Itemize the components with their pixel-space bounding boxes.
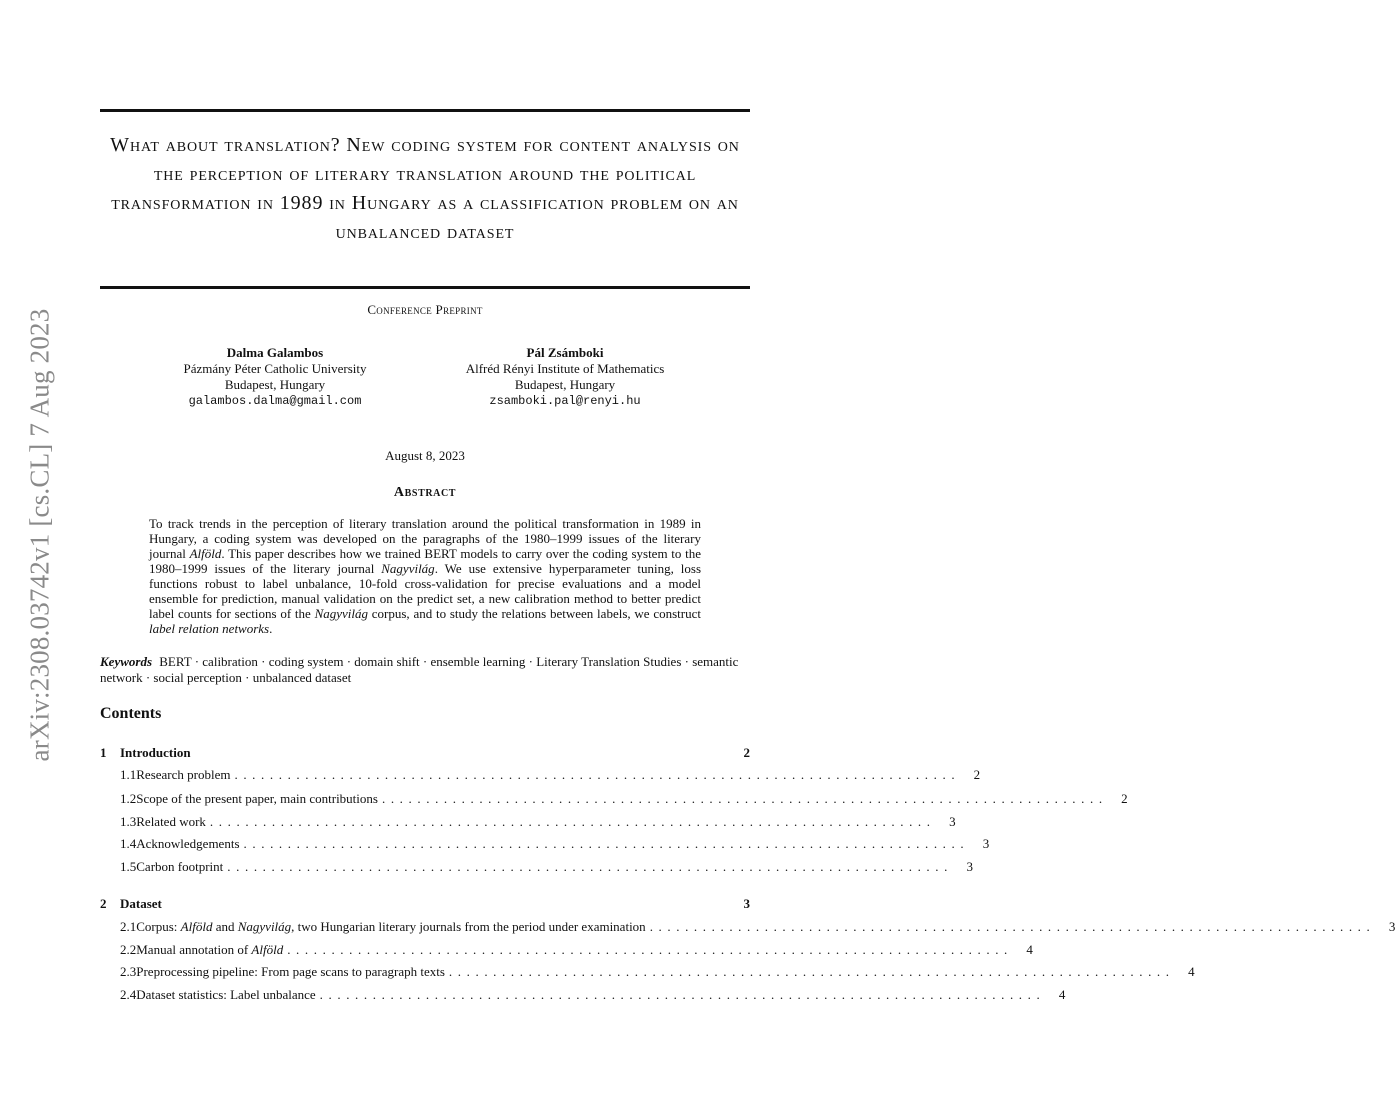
toc-number: 1.4 bbox=[120, 836, 137, 851]
toc-title: Introduction bbox=[120, 745, 191, 760]
journal-name-nagyvilag: Nagyvilág bbox=[314, 606, 368, 621]
author-block-2 bbox=[455, 345, 675, 409]
toc-subsection-2-3[interactable] bbox=[100, 963, 1195, 981]
toc-title-part: Corpus: bbox=[136, 919, 181, 934]
toc-leader-dots: .................................................................................. bbox=[319, 987, 1046, 1002]
toc-page-number: 4 bbox=[1058, 987, 1066, 1002]
journal-name-alfold: Alföld bbox=[180, 919, 213, 934]
toc-number: 2 bbox=[100, 896, 107, 911]
journal-name-nagyvilag: Nagyvilág bbox=[381, 561, 435, 576]
toc-number: 1 bbox=[100, 745, 107, 760]
toc-page-number: 3 bbox=[966, 859, 973, 874]
toc-number: 1.2 bbox=[120, 791, 137, 806]
toc-title: Dataset statistics: Label unbalance bbox=[136, 987, 316, 1002]
toc-page-number: 3 bbox=[1388, 919, 1395, 934]
author-location: Budapest, Hungary bbox=[514, 377, 616, 392]
toc-title: Carbon footprint bbox=[136, 859, 224, 874]
abstract-text-part: corpus, and to study the relations between labels, we construct bbox=[368, 606, 701, 621]
toc-title: Acknowledgements bbox=[136, 836, 240, 851]
keywords bbox=[100, 654, 750, 686]
author-email[interactable]: zsamboki.pal@renyi.hu bbox=[489, 394, 641, 408]
toc-page-number: 3 bbox=[743, 896, 750, 911]
toc-subsection-2-2[interactable] bbox=[100, 941, 1033, 959]
author-name: Dalma Galambos bbox=[226, 345, 324, 360]
label-relation-networks-term: label relation networks bbox=[149, 621, 270, 636]
author-affiliation: Pázmány Péter Catholic University bbox=[183, 361, 367, 376]
author-email[interactable]: galambos.dalma@gmail.com bbox=[188, 394, 362, 408]
toc-subsection-1-2[interactable] bbox=[100, 790, 1128, 808]
toc-title-part: and bbox=[212, 919, 238, 934]
toc-number: 1.3 bbox=[120, 814, 137, 829]
abstract-text-part: To track trends in the perception of literary translation around the political transformation in 1989 in Hungary, a coding system was developed on the paragraphs of the 1980–1999 issues of the literary journal bbox=[149, 516, 701, 561]
journal-name-nagyvilag: Nagyvilág bbox=[237, 919, 292, 934]
paper-title: What about translation? New coding system for content analysis on the perception of literary translation around the political transformation in 1989 in Hungary as a classification problem on an unbalanced dataset bbox=[110, 134, 740, 243]
author-name: Pál Zsámboki bbox=[526, 345, 604, 360]
toc-leader-dots: .................................................................................. bbox=[649, 919, 1376, 934]
journal-name-alfold: Alföld bbox=[189, 546, 222, 561]
toc-leader-dots: .................................................................................. bbox=[287, 942, 1013, 957]
toc-page-number: 4 bbox=[1026, 942, 1033, 957]
toc-title: Related work bbox=[136, 814, 206, 829]
toc-number: 2.4 bbox=[120, 987, 137, 1002]
toc-page-number: 2 bbox=[1121, 791, 1128, 806]
toc-title bbox=[136, 941, 283, 959]
author-block-1 bbox=[175, 345, 375, 409]
preprint-label: Conference Preprint bbox=[367, 302, 483, 317]
toc-page-number: 3 bbox=[982, 836, 990, 851]
author-affiliation: Alfréd Rényi Institute of Mathematics bbox=[465, 361, 665, 376]
toc-number: 2.3 bbox=[120, 964, 137, 979]
title-top-rule bbox=[100, 109, 750, 112]
toc-subsection-1-5[interactable] bbox=[100, 858, 973, 876]
toc-title: Research problem bbox=[136, 767, 231, 782]
toc-section-introduction[interactable] bbox=[100, 744, 750, 762]
keywords-list: BERT · calibration · coding system · domain shift · ensemble learning · Literary Translation Studies · semantic network · social perception · unbalanced dataset bbox=[100, 654, 739, 685]
toc-subsection-2-4[interactable] bbox=[100, 986, 1066, 1004]
toc-page-number: 3 bbox=[949, 814, 956, 829]
abstract-text-part: . We use extensive hyperparameter tuning, loss functions robust to label unbalance, 10-fold cross-validation for precise evaluations and a model ensemble for prediction, manual validation on the predict set, a new calibration method to better predict label counts for sections of the bbox=[149, 561, 701, 621]
toc-subsection-1-1[interactable] bbox=[100, 766, 981, 784]
abstract-text-part: . bbox=[269, 621, 273, 636]
toc-subsection-1-3[interactable] bbox=[100, 813, 956, 831]
toc-leader-dots: .................................................................................. bbox=[448, 964, 1175, 979]
keywords-label: Keywords bbox=[100, 654, 152, 669]
author-location: Budapest, Hungary bbox=[224, 377, 326, 392]
toc-title: Dataset bbox=[120, 896, 162, 911]
toc-title bbox=[136, 918, 645, 936]
toc-number: 1.5 bbox=[120, 859, 137, 874]
toc-number: 2.1 bbox=[120, 919, 137, 934]
toc-title: Scope of the present paper, main contributions bbox=[136, 791, 378, 806]
toc-leader-dots: .................................................................................. bbox=[234, 767, 961, 782]
toc-title-part: Manual annotation of bbox=[136, 942, 252, 957]
abstract-text-part: . This paper describes how we trained BERT models to carry over the coding system to the 1980–1999 issues of the literary journal bbox=[149, 546, 702, 576]
abstract-heading: Abstract bbox=[393, 485, 457, 500]
journal-name-alfold: Alföld bbox=[251, 942, 284, 957]
toc-leader-dots: .................................................................................. bbox=[209, 814, 936, 829]
toc-subsection-2-1[interactable] bbox=[100, 918, 1395, 936]
toc-leader-dots: .................................................................................. bbox=[243, 836, 970, 851]
toc-page-number: 2 bbox=[973, 767, 981, 782]
toc-subsection-1-4[interactable] bbox=[100, 835, 990, 853]
paper-date: August 8, 2023 bbox=[385, 448, 465, 463]
toc-number: 1.1 bbox=[120, 767, 137, 782]
arxiv-identifier-stamp: arXiv:2308.03742v1 [cs.CL] 7 Aug 2023 bbox=[24, 308, 55, 762]
contents-heading: Contents bbox=[100, 705, 162, 722]
toc-title: Preprocessing pipeline: From page scans to paragraph texts bbox=[136, 964, 445, 979]
toc-leader-dots: .................................................................................. bbox=[227, 859, 953, 874]
toc-section-dataset[interactable] bbox=[100, 895, 750, 913]
abstract-text bbox=[149, 516, 701, 636]
toc-page-number: 2 bbox=[743, 745, 750, 760]
title-bottom-rule bbox=[100, 286, 750, 289]
toc-title-part: , two Hungarian literary journals from the period under examination bbox=[291, 919, 646, 934]
toc-number: 2.2 bbox=[120, 942, 137, 957]
toc-page-number: 4 bbox=[1188, 964, 1195, 979]
toc-leader-dots: .................................................................................. bbox=[381, 791, 1108, 806]
